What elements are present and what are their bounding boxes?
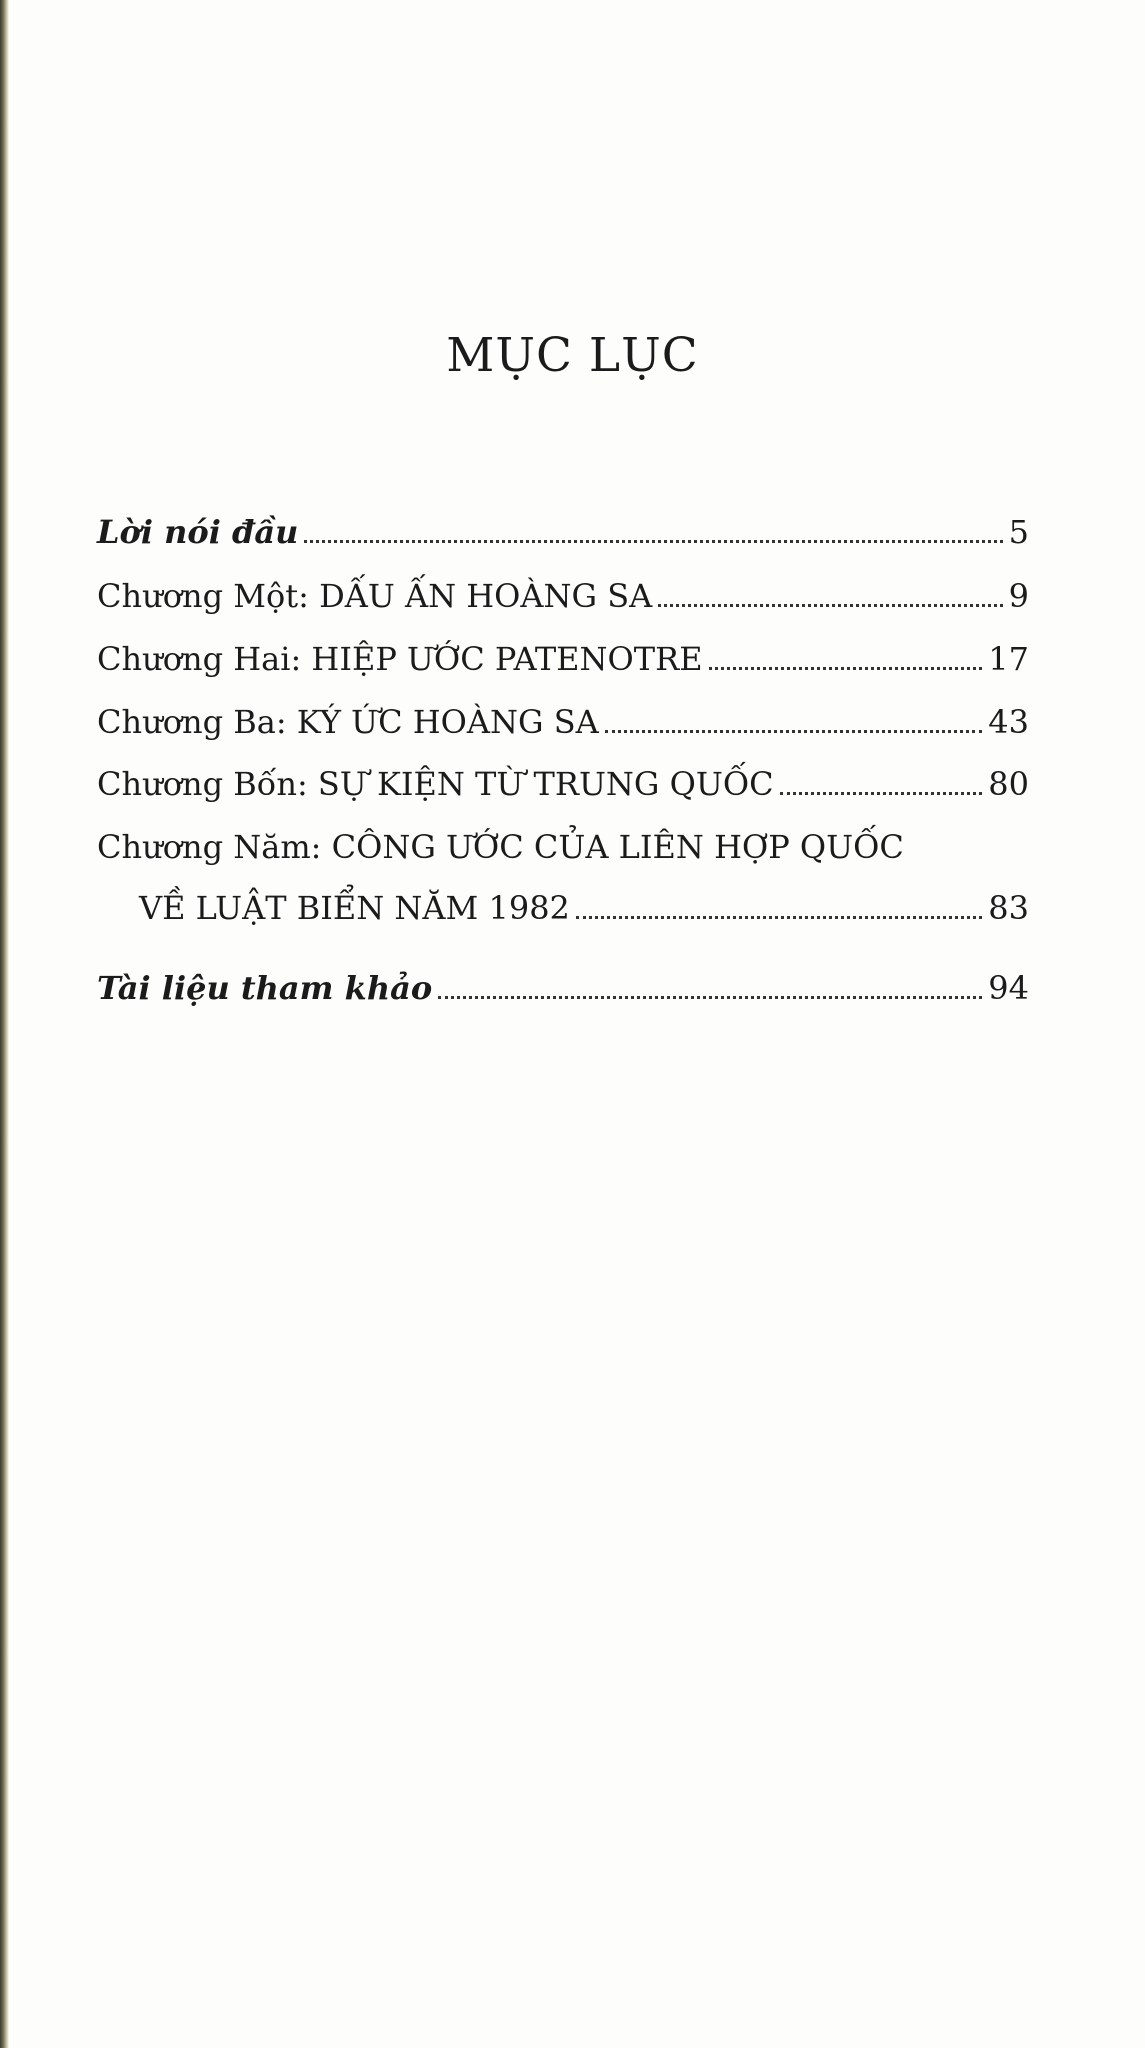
toc-entry-chapter-1[interactable] xyxy=(97,560,1029,616)
dot-leader xyxy=(304,540,1002,543)
dot-leader xyxy=(658,604,1002,607)
toc-entry-chapter-4[interactable] xyxy=(97,748,1029,804)
toc-entry-label: Chương Một: DẤU ẤN HOÀNG SA xyxy=(97,577,653,615)
toc-entry-chapter-2[interactable] xyxy=(97,623,1029,679)
toc-page-number: 5 xyxy=(1008,513,1029,551)
toc-page-number: 80 xyxy=(988,765,1029,803)
toc-entry-chapter-5-line-1[interactable]: Chương Năm: CÔNG ƯỚC CỦA LIÊN HỢP QUỐC xyxy=(97,828,904,866)
toc-page-number: 17 xyxy=(988,640,1029,678)
toc-page-number: 83 xyxy=(988,889,1029,927)
toc-page-number: 43 xyxy=(988,703,1029,741)
dot-leader xyxy=(576,916,982,919)
toc-entry-chapter-5[interactable] xyxy=(97,872,1029,928)
toc-entry-chapter-3[interactable] xyxy=(97,686,1029,742)
toc-entry-label: VỀ LUẬT BIỂN NĂM 1982 xyxy=(139,889,570,927)
toc-entry-label: Chương Hai: HIỆP ƯỚC PATENOTRE xyxy=(97,640,703,678)
page-title: MỤC LỤC xyxy=(446,328,699,383)
page-spine-edge xyxy=(0,0,9,2048)
toc-entry-label: Lời nói đầu xyxy=(97,513,299,551)
dot-leader xyxy=(605,730,983,733)
toc-entry-preface[interactable] xyxy=(97,496,1029,552)
dot-leader xyxy=(709,667,983,670)
toc-entry-label: Tài liệu tham khảo xyxy=(97,969,433,1007)
toc-entry-label: Chương Bốn: SỰ KIỆN TỪ TRUNG QUỐC xyxy=(97,765,774,803)
toc-entry-label: Chương Ba: KÝ ỨC HOÀNG SA xyxy=(97,703,599,741)
toc-page-number: 9 xyxy=(1008,577,1029,615)
toc-entry-references[interactable] xyxy=(97,952,1029,1008)
dot-leader xyxy=(780,792,983,795)
toc-page-number: 94 xyxy=(988,969,1029,1007)
dot-leader xyxy=(438,996,982,999)
